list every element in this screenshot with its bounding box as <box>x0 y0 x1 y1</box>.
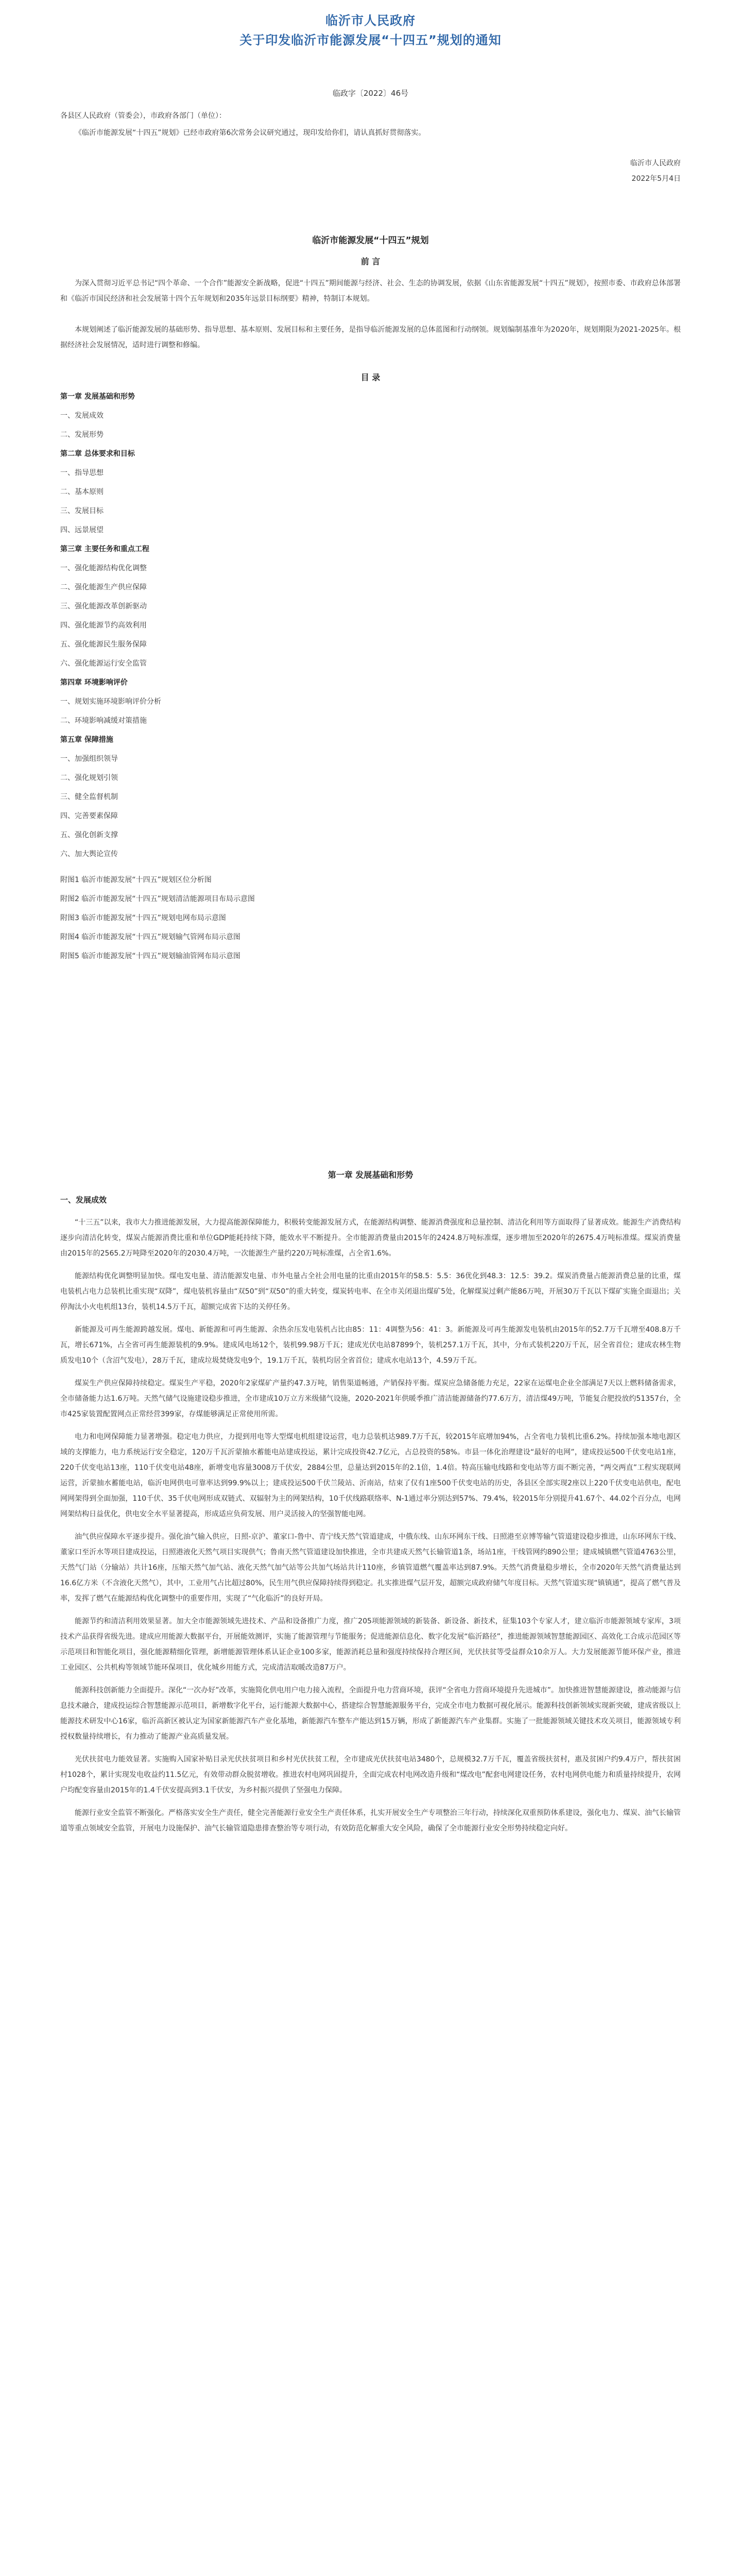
chapter1-paragraph: 煤炭生产供应保障持续稳定。煤炭生产平稳，2020年2家煤矿产量约47.3万吨，销售渠道畅通，产销保持平衡。煤炭应急储备能力充足，22家在运煤电企业全部满足7天以上燃料储备需求，全市储备能力达1.6万吨。天然气储气设施建设稳步推进，全市建成10万立方米级储气设施，2020-2021年供暖季推广清洁能源储备约77.6万方，清洁煤49万吨，节能复合肥投放约51357台，全市425家装置配置网点正常经营399家，存煤能够满足正常使用所需。 <box>60 1379 681 1418</box>
toc-item: 六、强化能源运行安全监管 <box>60 659 147 668</box>
chapter1-paragraph: 电力和电网保障能力显著增强。稳定电力供应，力提到用电等大型煤电机组建设运营，电力总装机达989.7万千瓦，较2015年底增加94%，占全省电力装机比重6.2%。持续加强本地电源区域的支撑能力，电力系统运行安全稳定，120万千瓦沂蒙抽水蓄能电站建成投运，累计完成投资42.7亿元，占总投资的58%。市县一体化治理建设“最好的电网”，建成投运500千伏变电站1座，220千伏变电站13座，110千伏变电站48座，新增变电容量3008万千伏安，2884公里，总量达到2015年的2.1倍，1.4倍。特高压输电线路和变电站等方面不断完善，“两交两直”工程实现联网运营，沂蒙抽水蓄能电站，临沂电网供电可靠率达到99.9%以上；建成投运500千伏兰陵站、沂南站，结束了仅有1座500千伏变电站的历史，各县区全部实现2座以上220千伏变电站供电，配电网网架得到全面加强，110千伏、35千伏电网形成双链式、双辐射为主的网架结构，10千伏线路联络率、N-1通过率分别达到57%、79.4%，较2015年分别提升41.67个、44.02个百分点，电网网架结构日益优化，供电安全水平显著提高，形成适应负荷发展、用户灵活接入的坚强智能电网。 <box>60 1433 681 1518</box>
chapter1-paragraph: 光伏扶贫电力能效显著。实施购入国家补贴目录光伏扶贫项目和乡村光伏扶贫工程，全市建成光伏扶贫电站3480个，总规模32.7万千瓦，覆盖省级扶贫村，惠及贫困户约9.4万户，帮扶贫困村1028个，累计实现发电收益约11.5亿元，有效带动群众脱贫增收。推进农村电网巩固提升，全面完成农村电网改造升级和“煤改电”配套电网建设任务，农村电网供电能力和质量持续提升，农网户均配变容量由2015年的1.4千伏安提高到3.1千伏安，为乡村振兴提供了坚强电力保障。 <box>60 1755 681 1794</box>
toc-annex: 附图2 临沂市能源发展“十四五”规划清洁能源项目布局示意图 <box>60 895 255 903</box>
chapter1-title: 第一章 发展基础和形势 <box>328 1170 413 1180</box>
toc-item: 五、强化创新支撑 <box>60 831 118 839</box>
toc-item: 五、强化能源民生服务保障 <box>60 640 147 649</box>
toc-annex: 附图1 临沂市能源发展“十四五”规划区位分析图 <box>60 876 212 884</box>
toc-item: 三、强化能源改革创新驱动 <box>60 602 147 611</box>
toc-item: 一、指导思想 <box>60 469 104 477</box>
toc-item: 四、完善要素保障 <box>60 812 118 820</box>
chapter1-paragraph: “十三五”以来，我市大力推进能源发展，大力提高能源保障能力，积极转变能源发展方式，在能源结构调整、能源消费强度和总量控制、清洁化利用等方面取得了显著成效。能源生产消费结构逐步向清洁化转变，煤炭占能源消费比重和单位GDP能耗持续下降，能效水平不断提升。全市能源消费量由2015年的2424.8万吨标准煤，逐步增加至2020年的2675.4万吨标准煤。煤炭消费量由2015年的2565.2万吨降至2020年的2030.4万吨，一次能源生产量约220万吨标准煤，占全省1.6%。 <box>60 1218 681 1258</box>
toc-annex: 附图5 临沂市能源发展“十四五”规划输油管网布局示意图 <box>60 952 240 960</box>
notice-date: 2022年5月4日 <box>631 175 681 183</box>
chapter1-paragraph: 油气供应保障水平逐步提升。强化油气输入供应，日照-京沪、董家口-鲁中、青宁线天然气管道建成，中俄东线、山东环网东干线、日照港至京博等输气管道建设稳步推进，山东环网东干线、董家口至沂水等项目建成投运，日照港液化天然气项目实现供气；鲁南天然气管道建设加快推进，全市共建成天然气长输管道1条，场站1座，干线管网约890公里；建成城镇燃气管道4763公里，天然气门站（分输站）共计16座，压缩天然气加气站、液化天然气加气站等公共加气场站共计110座，乡镇管道燃气覆盖率达到87.9%。天然气消费量稳步增长，全市2020年天然气消费量达到16.6亿方米（不含液化天然气），其中，工业用气占比超过80%，民生用气供应保障持续得到稳定。扎实推进煤气层开发，超额完成政府储气年度目标。天然气管道实现“镇镇通”，提高了燃气普及率，发挥了燃气在能源结构优化调整中的重要作用，实现了“气化临沂”的良好开局。 <box>60 1533 681 1603</box>
plan-title: 临沂市能源发展“十四五”规划 <box>312 235 429 246</box>
toc-chapter: 第二章 总体要求和目标 <box>60 450 135 458</box>
notice-title-line2: 关于印发临沂市能源发展“十四五”规划的通知 <box>239 33 502 47</box>
toc-item: 三、健全监督机制 <box>60 793 118 801</box>
document-number: 临政字〔2022〕46号 <box>332 89 409 98</box>
chapter1-paragraph: 能源节约和清洁利用效果显著。加大全市能源领域先进技术、产品和设备推广力度，推广205项能源领域的新装备、新设备、新技术，征集103个专家人才，建立临沂市能源领域专家库，3项技术产品获得省级先进。建成应用能源大数据平台，开展能效测评，实施了能源管理与节能服务；促进能源信息化、数字化发展“临沂路径”，推进能源领域智慧能源园区、高效化工合成示范园区等示范项目和智能化项目，强化能源精细化管理，新增能源管理体系认证企业100多家，能源消耗总量和强度持续保持合理区间，光伏扶贫等受益群众10余万人。大力发展能源节能环保产业，推进工业园区、公共机构等领域节能环保项目，优化城乡用能方式，完成清洁取暖改造87万户。 <box>60 1617 681 1672</box>
notice-signer: 临沂市人民政府 <box>630 159 681 167</box>
toc-item: 一、规划实施环境影响评价分析 <box>60 698 161 706</box>
toc-item: 三、发展目标 <box>60 507 104 515</box>
chapter1-paragraph: 能源结构优化调整明显加快。煤电发电量、清洁能源发电量、市外电量占全社会用电量的比重由2015年的58.5：5.5：36优化到48.3：12.5：39.2。煤炭消费量占能源消费总量的比重，煤电装机占电力总装机比重实现“双降”，煤电装机容量由“双50”到“双50”的重大转变，煤炭转电率、在全市关闭退出煤矿5处，化解煤炭过剩产能86万吨，开展30万千瓦以下煤矿实施全面退出；关停淘汰小火电机组13台，装机14.5万千瓦，超额完成省下达的关停任务。 <box>60 1272 681 1311</box>
toc-item: 一、强化能源结构优化调整 <box>60 564 147 572</box>
toc-item: 四、远景展望 <box>60 526 104 534</box>
toc-heading: 目 录 <box>360 372 381 382</box>
toc-item: 二、基本原则 <box>60 488 104 496</box>
toc-item: 二、强化规划引领 <box>60 774 118 782</box>
notice-body: 《临沂市能源发展“十四五”规划》已经市政府第6次常务会议研究通过，现印发给你们，请认真抓好贯彻落实。 <box>75 129 426 137</box>
chapter1-section1-heading: 一、发展成效 <box>60 1195 107 1205</box>
toc-item: 二、环境影响减缓对策措施 <box>60 717 147 725</box>
toc-item: 一、发展成效 <box>60 412 104 420</box>
chapter1-paragraph: 能源行业安全监管不断强化。严格落实安全生产责任，健全完善能源行业安全生产责任体系，扎实开展安全生产专项整治三年行动，持续深化双重预防体系建设，强化电力、煤炭、油气长输管道等重点领域安全监管，开展电力设施保护、油气长输管道隐患排查整治等专项行动，有效防范化解重大安全风险，确保了全市能源行业安全形势持续稳定向好。 <box>60 1809 681 1833</box>
toc-annex: 附图4 临沂市能源发展“十四五”规划输气管网布局示意图 <box>60 933 240 941</box>
toc-chapter: 第三章 主要任务和重点工程 <box>60 545 149 553</box>
table-of-contents <box>60 392 681 970</box>
notice-recipients: 各县区人民政府（管委会），市政府各部门（单位）： <box>60 112 226 120</box>
toc-chapter: 第一章 发展基础和形势 <box>60 393 135 401</box>
chapter1-paragraph: 能源科技创新能力全面提升。深化“一次办好”改革，实施简化供电用户电力接入流程，全面提升电力营商环境，获评“全省电力营商环境提升先进城市”。加快推进智慧能源建设，推动能源与信息技术融合，建成投运综合智慧能源示范项目，新增数字化平台，运行能源大数据中心，搭建综合智慧能源服务平台，完成全市电力数据可视化展示。能源科技创新领域实现新突破，建成省级以上能源技术研发中心16家，临沂高新区被认定为国家新能源汽车产业化基地，新能源汽车整车产能达到15万辆，形成了新能源汽车产业集群。实施了一批能源领域关键技术攻关项目，能源领域专利授权数量持续增长，有力推动了能源产业高质量发展。 <box>60 1686 681 1741</box>
preface-paragraph: 本规划阐述了临沂能源发展的基础形势、指导思想、基本原则、发展目标和主要任务，是指导临沂能源发展的总体蓝图和行动纲领。规划编制基准年为2020年，规划期限为2021-2025年。根据经济社会发展情况，适时进行调整和修编。 <box>60 326 681 349</box>
toc-chapter: 第四章 环境影响评价 <box>60 679 128 687</box>
toc-item: 一、加强组织领导 <box>60 755 118 763</box>
preface-paragraph: 为深入贯彻习近平总书记“四个革命、一个合作”能源安全新战略，促进“十四五”期间能源与经济、社会、生态的协调发展，依据《山东省能源发展“十四五”规划》，按照市委、市政府总体部署和《临沂市国民经济和社会发展第十四个五年规划和2035年远景目标纲要》精神，特制订本规划。 <box>60 279 681 303</box>
chapter1-paragraph: 新能源及可再生能源跨越发展。煤电、新能源和可再生能源、余热余压发电装机占比由85：11：4调整为56：41：3。新能源及可再生能源发电装机由2015年的52.7万千瓦增至408.8万千瓦，增长671%，占全省可再生能源装机的9.9%。建成风电场12个，装机99.98万千瓦；建成光伏电站87899个，装机257.1万千瓦，其中，分布式装机220万千瓦，居全省首位；建成农林生物质发电10个（含沼气发电），28万千瓦，建成垃圾焚烧发电9个，19.1万千瓦，装机均居全省首位；建成水电站13个，4.59万千瓦。 <box>60 1326 681 1365</box>
toc-item: 二、发展形势 <box>60 431 104 439</box>
toc-item: 二、强化能源生产供应保障 <box>60 583 147 591</box>
toc-annex: 附图3 临沂市能源发展“十四五”规划电网布局示意图 <box>60 914 226 922</box>
toc-item: 四、强化能源节约高效利用 <box>60 621 147 630</box>
notice-title-line1: 临沂市人民政府 <box>325 13 416 28</box>
toc-chapter: 第五章 保障措施 <box>60 736 113 744</box>
preface-heading: 前 言 <box>360 257 381 266</box>
toc-item: 六、加大舆论宣传 <box>60 850 118 858</box>
